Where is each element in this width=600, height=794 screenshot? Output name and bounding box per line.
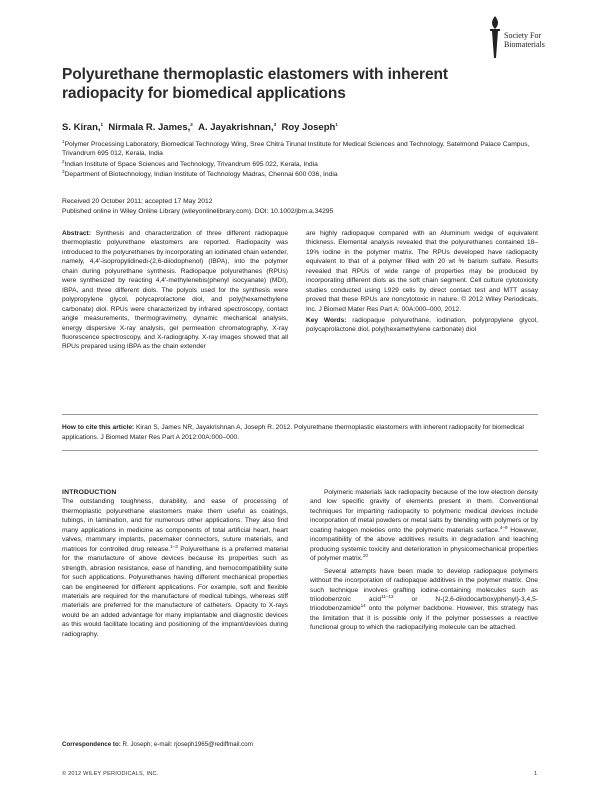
intro-paragraph-3: Several attempts have been made to develop radiopaque polymers without the incorporation of radiopaque additives in the polymer matrix. One such technique involves grafting iodine-containing molecules such as triiodobenzoic acid$^{11-13}$ or N-(2,6-diiodocarboxyphenyl)-3,4,5-triiodobenzamide$^{14}$ onto the polymer backbone. However, this strategy has the limitation that it is possible only if the polymer possesses a reactive functional group to which the radiopacifying molecule can be attached. xyxy=(310,567,538,632)
keywords-label: Key Words: xyxy=(306,317,347,324)
copyright-footer: © 2012 WILEY PERIODICALS, INC. xyxy=(62,771,159,777)
society-logo xyxy=(488,12,568,62)
author-3: A. Jayakrishnan,$^3$ xyxy=(198,121,277,133)
cite-text: Kiran S, James NR, Jayakrishnan A, Joseph R. 2012. Polyurethane thermoplastic elastomers with inherent radiopacity for biomedical applications. J Biomed Mater Res Part A 2012:00A:000–000. xyxy=(62,424,524,441)
author-4: Roy Joseph$^1$ xyxy=(281,121,338,133)
correspondence-email[interactable]: R. Joseph; e-mail: rjoseph1965@rediffmail.com xyxy=(122,741,253,748)
abstract-right-column: are highly radiopaque compared with an Aluminum wedge of equivalent thickness. Elemental analysis revealed that the polyurethanes contained 18–19% iodine in the polymer matrix. The RPUs developed have radiopacity equivalent to that of a polymer filled with 20 wt % barium sulfate. Results revealed that RPUs of wide range of properties may be produced by incorporating different diols as the soft chain segment. Cell culture cytotoxicity studies conducted using L929 cells by direct contact test and MTT assay proved that these RPUs are noncytotoxic in nature. © 2012 Wiley Periodicals, Inc. J Biomed Mater Res Part A: 00A:000–000, 2012. xyxy=(306,230,538,313)
intro-heading: INTRODUCTION xyxy=(62,489,117,496)
intro-paragraph-2: Polymeric materials lack radiopacity because of the low electron density and low specific gravity of elements present in them. Conventional techniques for imparting radiopacity to polymeric medical devices include incorporation of metal powders or metal salts by blending with polymers or by coating halogen moieties onto the polymeric materials surface.$^{4-9}$ However, incompatibility of the above additives results in degradation and leaching producing systemic toxicity and deterioration in physicomechanical properties of polymer matrix.$^{10}$ xyxy=(310,489,538,563)
society-logo-text: Society For Biomaterials xyxy=(504,31,545,49)
article-title: Polyurethane thermoplastic elastomers with inherent radiopacity for biomedical applications xyxy=(62,66,448,102)
correspondence: Correspondence to: R. Joseph; e-mail: rjoseph1965@rediffmail.com xyxy=(62,741,253,748)
abstract-label: Abstract: xyxy=(62,230,91,237)
abstract-left-column xyxy=(62,229,288,352)
author-list xyxy=(62,122,338,133)
intro-right-column xyxy=(310,488,538,633)
affiliation-3: $^3$Department of Biotechnology, Indian Institute of Technology Madras, Chennai 600 036, India xyxy=(62,168,338,178)
divider-bottom xyxy=(62,450,538,451)
published-online: Published online in Wiley Online Library (wileyonlinelibrary.com). DOI: 10.1002/jbm.a.34295 xyxy=(62,207,334,215)
cite-label: How to cite this article: xyxy=(62,424,135,431)
citation-block xyxy=(62,423,538,442)
keywords-text: radiopaque polyurethane, iodination, polypropylene glycol, polycaprolactone diol, poly(hexamethylene carbonate) diol xyxy=(306,317,538,334)
author-2: Nirmala R. James,$^2$ xyxy=(108,121,193,133)
torch-icon xyxy=(488,14,502,60)
received-date: Received 20 October 2011; accepted 17 May 2012 xyxy=(62,198,213,205)
affiliation-1: $^1$Polymer Processing Laboratory, Biomedical Technology Wing, Sree Chitra Tirunal Institute for Medical Sciences and Technology, Satelmond Palace Campus, Trivandrum 695 012, Kerala, India xyxy=(62,138,530,158)
intro-left-column: INTRODUCTION The outstanding toughness, durability, and ease of processing of thermoplastic polyurethane elastomers make them useful as coatings, tubings, in lamination, and for numerous other applications. They also find many applications in medicine as components of total artificial heart, heart valves, mammary implants, pacemaker connectors, suture materials, and matrices for controlled drug release.$^{1-3}$ Polyurethane is a preferred material for the manufacture of above devices because its properties such as strength, abrasion resistance, ease of handling, and hemocompatibility suite for such applications. Polyurethanes having different mechanical properties can be engineered for different applications. For example, soft and flexible materials are required for the manufacture of medical tubings, whereas stiff materials are preferred for the manufacture of catheters. Opacity to X-rays would be an added advantage for many implantable and diagnostic devices as this would facilitate locating and positioning of the implant/devices during radiography. xyxy=(62,489,288,638)
publication-dates xyxy=(62,197,542,216)
page-number: 1 xyxy=(534,771,538,777)
affiliation-2: $^2$Indian Institute of Space Sciences and Technology, Trivandrum 695 022, Kerala, India xyxy=(62,158,318,168)
author-1: S. Kiran,$^1$ xyxy=(62,121,104,133)
abstract-text-left: Synthesis and characterization of three different radiopaque thermoplastic polyurethane elastomers are reported. Radiopacity was introduced to the polyurethanes by incorporating an iodinated chain extender, namely, 4,4′-isopropylidinedi-(2,6-diiodophenol) (IBPA), into the polymer chain during polyurethane synthesis. Radiopaque polyurethanes (RPUs) were synthesized by reacting 4,4′-methylenebis(phenyl isocyanate) (MDI), IBPA, and three different diols. The polyols used for the synthesis were polypropylene glycol, polycaprolactone diol, and poly(hexamethylene carbonate) diol. RPUs were characterized by infrared spectroscopy, contact angle measurements, thermogravimetry, dynamic mechanical analysis, energy dispersive X-ray analysis, gel permeation chromatography, X-ray fluorescence spectroscopy, and X-radiography. X-ray images showed that all RPUs prepared using IBPA as the chain extender xyxy=(62,230,288,351)
divider-top xyxy=(62,414,538,415)
keywords xyxy=(306,316,538,335)
